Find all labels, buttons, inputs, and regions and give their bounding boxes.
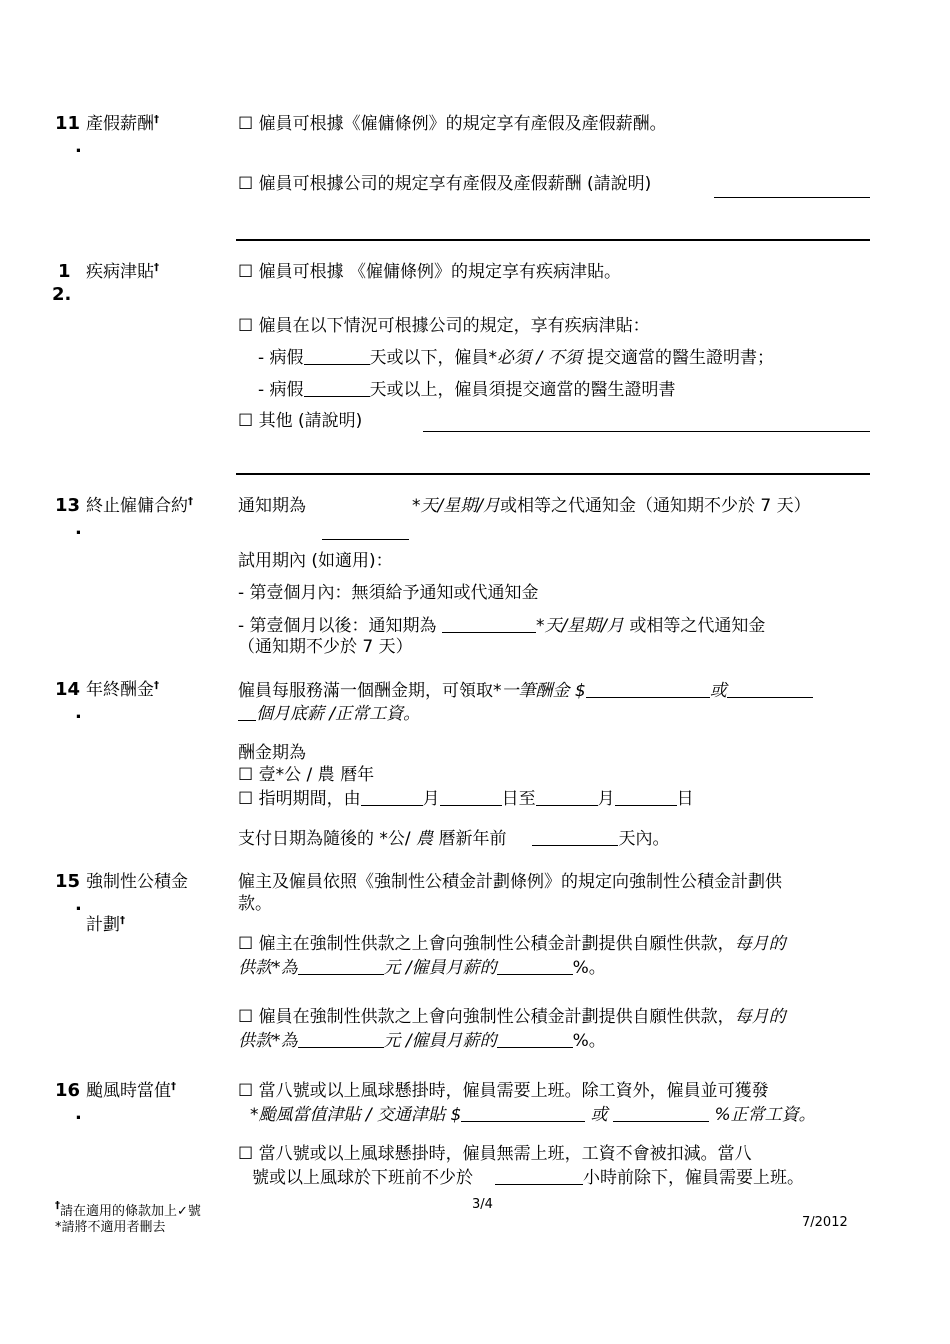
- section-13-title-text: 終止僱傭合約: [86, 496, 188, 516]
- s12-sick2-text: 天或以上，僱員須提交適當的醫生證明書: [369, 380, 676, 400]
- s16-allowance-label: *颱風當值津貼 / 交通津貼 $: [250, 1105, 462, 1125]
- s14-pay-days: 天內。: [618, 829, 670, 849]
- s15-employer-dollar-blank[interactable]: [298, 956, 384, 975]
- s13-after-label: - 第壹個月以後：通知期為: [238, 616, 437, 636]
- s14-gratuity-line2: [238, 702, 420, 725]
- s13-probation: 試用期內 (如適用)：: [238, 551, 393, 571]
- s16-return-tail: 小時前除下，僱員需要上班。: [583, 1168, 804, 1188]
- s16-return-line: [252, 1166, 804, 1189]
- section-13-dot: .: [75, 518, 82, 539]
- section-15-title-text: 計劃: [86, 915, 120, 935]
- s12-option-ordinance[interactable]: ☐ 僱員可根據 《僱傭條例》的規定享有疾病津貼。: [238, 262, 622, 282]
- dagger-mark: †: [154, 262, 159, 273]
- s16-wage-label: %正常工資。: [714, 1105, 816, 1125]
- s15-employer-monthly: 每月的: [734, 934, 786, 954]
- s12-divider: [236, 473, 870, 475]
- section-12-title: [86, 261, 159, 283]
- s11-divider: [236, 239, 870, 241]
- s16-allowance-line: [250, 1103, 816, 1126]
- s15-employee-percent: %。: [572, 1031, 606, 1051]
- s16-return-text: 號或以上風球於下班前不少於: [252, 1168, 473, 1188]
- s14-from-day-blank[interactable]: [440, 787, 502, 806]
- s14-period-label: 酬金期為: [238, 743, 306, 763]
- section-15-dot: .: [75, 894, 82, 915]
- section-14-dot: .: [75, 702, 82, 723]
- s15-intro-line2: 款。: [238, 894, 272, 914]
- s15-employee-percent-blank[interactable]: [497, 1029, 573, 1048]
- s13-after-first-month: [238, 614, 765, 637]
- s12-sick1-options: 必須 / 不須: [497, 348, 582, 368]
- s13-notice-units: *天/星期/月: [412, 496, 500, 516]
- section-14-title-text: 年終酬金: [86, 680, 154, 700]
- s14-line1-lump: 一筆酬金 $: [501, 681, 586, 701]
- s14-months-blank-a[interactable]: [727, 679, 813, 698]
- s15-employer-amount: [238, 956, 606, 979]
- s14-gratuity-line1: [238, 679, 813, 702]
- s14-to-month-blank[interactable]: [536, 787, 598, 806]
- section-16-dot: .: [75, 1103, 82, 1124]
- dagger-mark: †: [188, 496, 193, 507]
- footer-note1-text: 請在適用的條款加上✓號: [60, 1204, 201, 1219]
- s14-period-from: ☐ 指明期間，由: [238, 789, 361, 809]
- s14-pay-days-blank[interactable]: [532, 827, 618, 846]
- s14-option-period[interactable]: [238, 787, 694, 810]
- s15-employee-dollar-blank[interactable]: [298, 1029, 384, 1048]
- s15-employee-monthly: 每月的: [734, 1007, 786, 1027]
- s13-first-month: - 第壹個月內：無須給予通知或代通知金: [238, 583, 539, 603]
- footer-note-delete: *請將不適用者刪去: [55, 1220, 166, 1235]
- s12-sick2-days-blank[interactable]: [304, 378, 370, 397]
- s13-notice-blank[interactable]: [322, 539, 409, 540]
- section-15-title-b: [86, 914, 125, 936]
- s15-employer-text: ☐ 僱主在強制性供款之上會向強制性公積金計劃提供自願性供款，: [238, 934, 735, 954]
- s15-employee-amount: [238, 1029, 606, 1052]
- section-14-title: [86, 679, 159, 701]
- s16-no-work-option[interactable]: ☐ 當八號或以上風球懸掛時，僱員無需上班，工資不會被扣減。當八: [238, 1144, 752, 1164]
- section-14-number: 14: [55, 679, 81, 700]
- page-number: 3/4: [472, 1197, 493, 1212]
- s13-notice-text: 或相等之代通知金（通知期不少於 7 天）: [499, 496, 811, 516]
- s11-option-ordinance[interactable]: ☐ 僱員可根據《僱傭條例》的規定享有產假及產假薪酬。: [238, 114, 667, 134]
- s14-lump-sum-blank[interactable]: [586, 679, 710, 698]
- s13-after-units: *天/星期/月: [535, 616, 624, 636]
- s14-month-label-b: 月: [597, 789, 615, 809]
- s11-specify-line[interactable]: [714, 197, 870, 198]
- section-16-number: 16: [55, 1080, 81, 1101]
- dagger-mark: †: [154, 680, 159, 691]
- s16-allowance-blank[interactable]: [461, 1103, 585, 1122]
- s15-employer-salary-label: 元 /僱員月薪的: [383, 958, 497, 978]
- s14-pay-before: 曆新年前: [433, 829, 507, 849]
- s15-employee-option[interactable]: [238, 1006, 786, 1028]
- s14-option-year[interactable]: ☐ 壹*公 / 農 曆年: [238, 765, 375, 785]
- s15-intro-line1: 僱主及僱員依照《強制性公積金計劃條例》的規定向強制性公積金計劃供: [238, 872, 782, 892]
- s14-months-blank-b[interactable]: [238, 702, 256, 721]
- s12-specify-line[interactable]: [423, 431, 870, 432]
- s14-payment-date: [238, 827, 669, 850]
- s14-to-day-blank[interactable]: [615, 787, 677, 806]
- section-11-number: 11: [55, 113, 81, 134]
- s15-employer-percent: %。: [572, 958, 606, 978]
- section-15-number: 15: [55, 871, 81, 892]
- s13-notice-label: 通知期為: [238, 496, 306, 516]
- s14-day-to-label: 日至: [501, 789, 536, 809]
- s16-or-label: 或: [590, 1105, 608, 1125]
- s12-sick-leave-below: [258, 346, 774, 369]
- s13-notice-terms: [412, 495, 811, 517]
- s14-from-month-blank[interactable]: [361, 787, 423, 806]
- s13-after-text: 或相等之代通知金: [623, 616, 766, 636]
- dagger-mark: †: [171, 1081, 176, 1092]
- s14-pay-lunar: 農: [416, 829, 434, 849]
- s14-line2-text: 個月底薪 /正常工資。: [256, 704, 421, 724]
- s12-sick1-label: - 病假: [258, 348, 304, 368]
- section-11-title-text: 產假薪酬: [86, 114, 154, 134]
- section-11-dot: .: [75, 136, 82, 157]
- section-13-title: [86, 495, 193, 517]
- s13-after-note: （通知期不少於 7 天）: [238, 637, 413, 657]
- dagger-mark: †: [120, 915, 125, 926]
- s13-after-blank[interactable]: [442, 614, 536, 633]
- s15-employee-text: ☐ 僱員在強制性供款之上會向強制性公積金計劃提供自願性供款，: [238, 1007, 735, 1027]
- section-12-number-a: 1: [58, 261, 71, 282]
- s12-sick2-label: - 病假: [258, 380, 304, 400]
- section-12-number-b: 2.: [52, 284, 72, 305]
- s15-employer-option[interactable]: [238, 933, 786, 955]
- s15-employee-salary-label: 元 /僱員月薪的: [383, 1031, 497, 1051]
- section-11-title: [86, 113, 159, 135]
- section-13-number: 13: [55, 495, 81, 516]
- s14-pay-text: 支付日期為隨後的 *公/: [238, 829, 417, 849]
- section-15-title-a: 強制性公積金: [86, 872, 188, 892]
- revision-date: 7/2012: [802, 1215, 848, 1230]
- section-16-title: [86, 1080, 176, 1102]
- s12-option-company[interactable]: ☐ 僱員在以下情況可根據公司的規定，享有疾病津貼：: [238, 316, 650, 336]
- dagger-mark: †: [154, 114, 159, 125]
- footer-note-tick: [55, 1199, 201, 1221]
- s15-employee-contrib-label: 供款*為: [238, 1031, 298, 1051]
- section-16-title-text: 颱風時當值: [86, 1081, 171, 1101]
- s16-work-option[interactable]: ☐ 當八號或以上風球懸掛時，僱員需要上班。除工資外，僱員並可獲發: [238, 1081, 769, 1101]
- section-12-title-text: 疾病津貼: [86, 262, 154, 282]
- s14-month-label-a: 月: [422, 789, 440, 809]
- s12-sick1-text: 天或以下，僱員*: [369, 348, 498, 368]
- s12-sick-leave-above: [258, 378, 676, 401]
- s16-percent-blank[interactable]: [613, 1103, 709, 1122]
- s15-employer-contrib-label: 供款*為: [238, 958, 298, 978]
- s12-sick1-days-blank[interactable]: [304, 346, 370, 365]
- s14-line1-or: 或: [709, 681, 727, 701]
- s12-sick1-tail: 提交適當的醫生證明書；: [581, 348, 774, 368]
- s12-option-other[interactable]: ☐ 其他 (請說明): [238, 411, 363, 431]
- s16-hours-blank[interactable]: [495, 1166, 583, 1185]
- s15-employer-percent-blank[interactable]: [497, 956, 573, 975]
- footer-dagger: †: [55, 1200, 60, 1211]
- s11-option-company[interactable]: ☐ 僱員可根據公司的規定享有產假及產假薪酬 (請說明): [238, 174, 652, 194]
- s14-line1-text: 僱員每服務滿一個酬金期，可領取*: [238, 681, 502, 701]
- s14-day-label: 日: [676, 789, 694, 809]
